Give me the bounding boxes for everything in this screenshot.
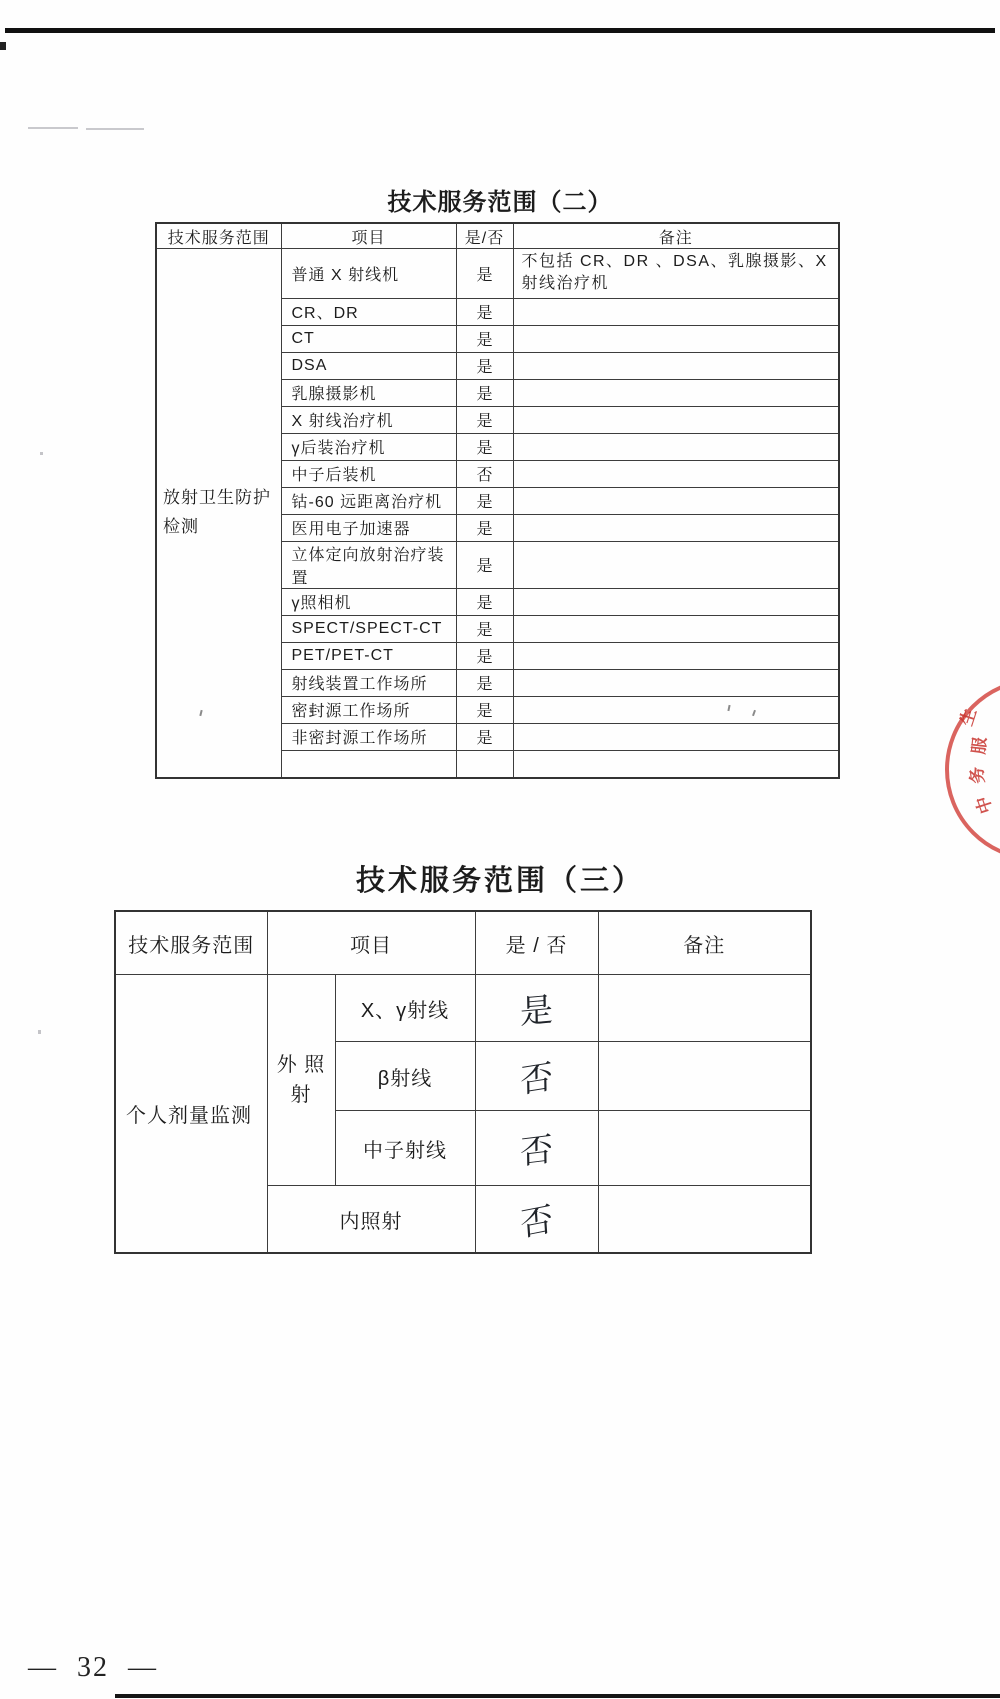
yes-no-cell: 是 [456, 642, 513, 669]
handwritten-mark: 否 [518, 1201, 555, 1244]
item-cell: 中子后装机 [281, 460, 456, 487]
header-item: 项目 [267, 911, 475, 975]
page-number: — 32 — [28, 1652, 158, 1683]
item-cell: 立体定向放射治疗装置 [281, 541, 456, 588]
remark-cell [513, 541, 839, 588]
item-cell: 密封源工作场所 [281, 696, 456, 723]
remark-cell [598, 975, 811, 1042]
item-cell: 医用电子加速器 [281, 514, 456, 541]
handwritten-mark: 是 [519, 991, 554, 1032]
table-row [156, 249, 839, 299]
yes-no-cell [456, 750, 513, 778]
stamp-character: 生 [956, 706, 981, 729]
header-scope: 技术服务范围 [156, 223, 281, 249]
yes-no-cell: 是 [456, 249, 513, 299]
item-cell: 普通 X 射线机 [281, 249, 456, 299]
item-cell: 射线装置工作场所 [281, 669, 456, 696]
table-header-row [156, 223, 839, 249]
yes-no-cell: 是 [456, 406, 513, 433]
yes-no-cell: 是 [456, 615, 513, 642]
item-cell: 乳腺摄影机 [281, 379, 456, 406]
remark-cell [513, 750, 839, 778]
yes-no-cell: 是 [456, 514, 513, 541]
handwritten-mark: 否 [519, 1131, 554, 1172]
item-cell: 钴-60 远距离治疗机 [281, 487, 456, 514]
item-cell: X、γ射线 [335, 975, 475, 1042]
item-cell: SPECT/SPECT-CT [281, 615, 456, 642]
category-cell: 放射卫生防护检测 [156, 249, 281, 778]
header-remark: 备注 [598, 911, 811, 975]
scan-artifact [40, 452, 43, 455]
yes-no-cell: 是 [456, 696, 513, 723]
item-cell: 中子射线 [335, 1111, 475, 1186]
item-cell [281, 750, 456, 778]
remark-cell [513, 298, 839, 325]
remark-cell [513, 460, 839, 487]
scan-artifact [28, 127, 78, 129]
yes-no-cell: 是 [456, 325, 513, 352]
remark-cell [513, 696, 839, 723]
item-cell: 内照射 [267, 1186, 475, 1254]
remark-cell [513, 642, 839, 669]
remark-cell: 不包括 CR、DR 、DSA、乳腺摄影、X 射线治疗机 [513, 249, 839, 299]
remark-cell [513, 406, 839, 433]
yes-no-cell [475, 1042, 598, 1111]
service-scope-table-3 [114, 910, 812, 1254]
external-irradiation-group-cell: 外 照 射 [267, 975, 335, 1186]
yes-no-cell: 否 [456, 460, 513, 487]
table3-title: 技术服务范围（三） [355, 865, 644, 897]
item-cell: β射线 [335, 1042, 475, 1111]
item-cell: X 射线治疗机 [281, 406, 456, 433]
header-yes-no: 是 / 否 [475, 911, 598, 975]
remark-cell [513, 325, 839, 352]
remark-cell [513, 723, 839, 750]
table-header-row [115, 911, 811, 975]
remark-cell [513, 352, 839, 379]
remark-cell [513, 433, 839, 460]
item-cell: DSA [281, 352, 456, 379]
table2-title: 技术服务范围（二） [387, 189, 613, 216]
item-cell: CT [281, 325, 456, 352]
remark-cell [513, 615, 839, 642]
yes-no-cell: 是 [456, 352, 513, 379]
yes-no-cell: 是 [456, 433, 513, 460]
scan-bottom-rule [115, 1694, 1000, 1698]
service-table-2-body [156, 223, 839, 778]
yes-no-cell: 是 [456, 669, 513, 696]
stamp-character: 服 [969, 736, 990, 756]
header-scope: 技术服务范围 [115, 911, 267, 975]
stamp-character: 务 [967, 765, 988, 785]
yes-no-cell [475, 975, 598, 1042]
scan-artifact [0, 42, 6, 50]
item-cell: PET/PET-CT [281, 642, 456, 669]
stamp-character: 中 [972, 793, 997, 816]
yes-no-cell: 是 [456, 723, 513, 750]
yes-no-cell [475, 1186, 598, 1254]
yes-no-cell [475, 1111, 598, 1186]
remark-cell [598, 1111, 811, 1186]
yes-no-cell: 是 [456, 588, 513, 615]
remark-cell [513, 588, 839, 615]
remark-cell [513, 669, 839, 696]
yes-no-cell: 是 [456, 541, 513, 588]
remark-cell [598, 1186, 811, 1254]
scan-top-rule [5, 28, 995, 33]
yes-no-cell: 是 [456, 379, 513, 406]
remark-cell [513, 379, 839, 406]
remark-cell [598, 1042, 811, 1111]
scan-artifact [38, 1030, 41, 1034]
item-cell: γ后装治疗机 [281, 433, 456, 460]
scan-artifact [86, 128, 144, 130]
handwritten-mark: 否 [519, 1058, 554, 1101]
item-cell: 非密封源工作场所 [281, 723, 456, 750]
header-remark: 备注 [513, 223, 839, 249]
item-cell: CR、DR [281, 298, 456, 325]
remark-cell [513, 514, 839, 541]
yes-no-cell: 是 [456, 487, 513, 514]
table-row [115, 975, 811, 1042]
header-yes-no: 是/否 [456, 223, 513, 249]
remark-cell [513, 487, 839, 514]
yes-no-cell: 是 [456, 298, 513, 325]
category-cell: 个人剂量监测 [115, 975, 267, 1254]
item-cell: γ照相机 [281, 588, 456, 615]
service-scope-table-2 [155, 222, 840, 779]
header-item: 项目 [281, 223, 456, 249]
